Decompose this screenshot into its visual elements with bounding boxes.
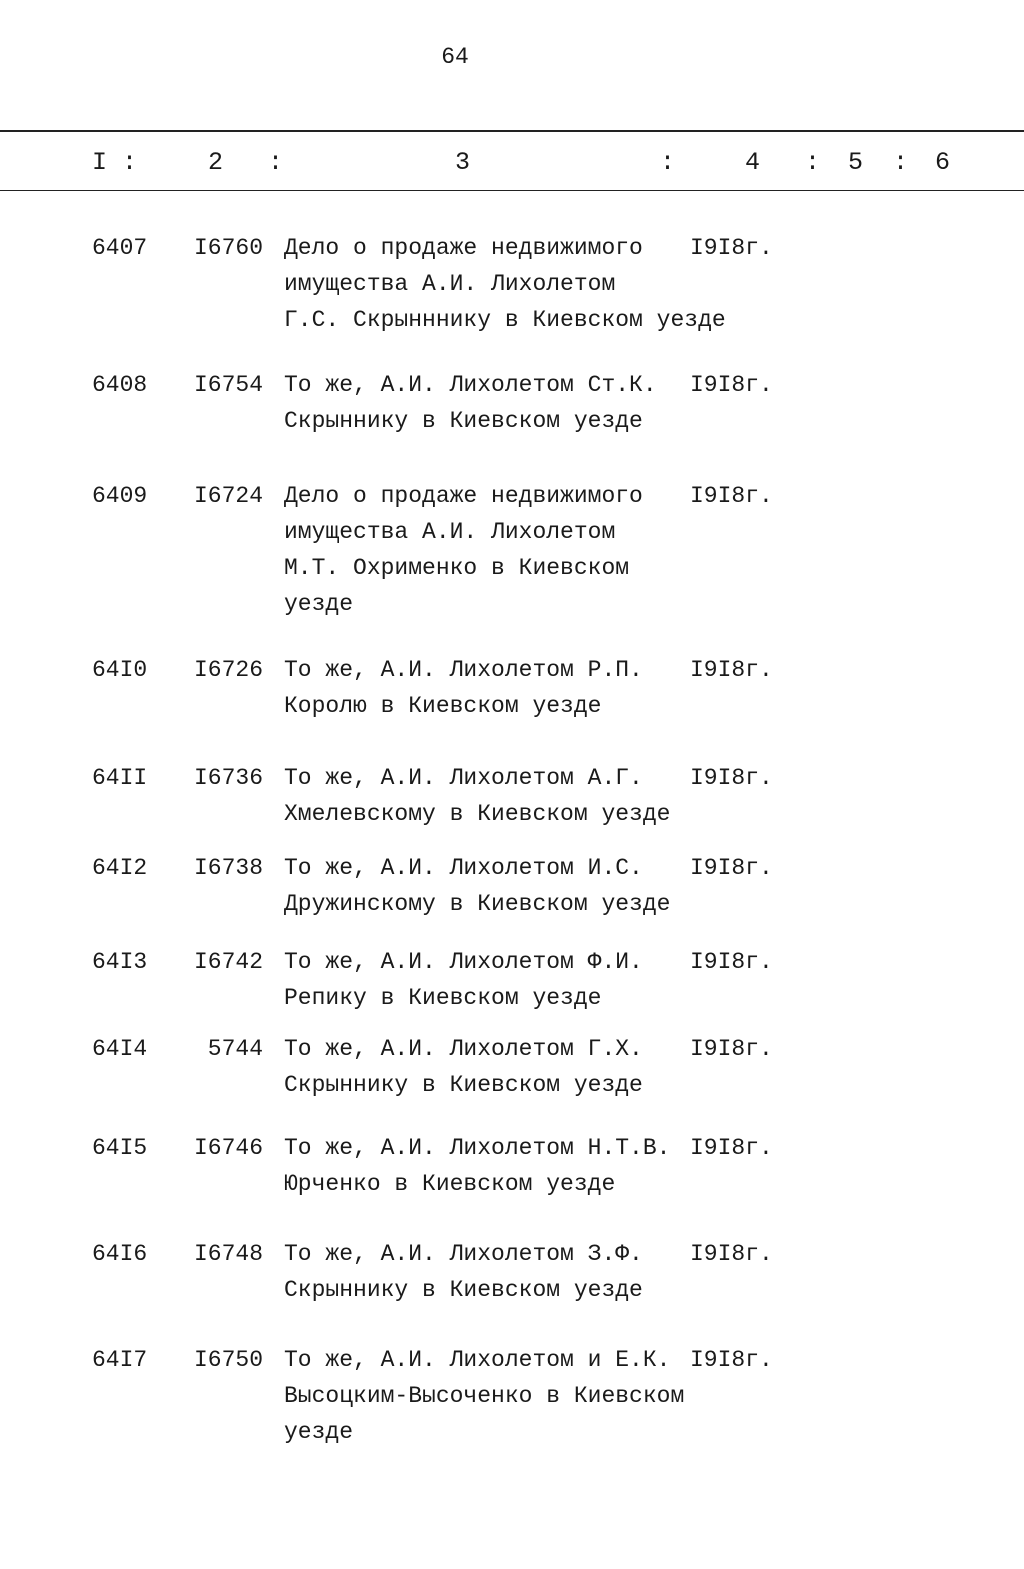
archive-code: I6726 [193,657,263,683]
description-line: Юрченко в Киевском уезде [284,1171,616,1197]
page-number: 64 [441,44,469,70]
description-line: Г.С. Скрынннику в Киевском уезде [284,307,726,333]
item-year: I9I8г. [690,657,773,683]
description-line: имущества А.И. Лихолетом [284,271,616,297]
col-header-4-sep: : [805,148,821,177]
item-number: 64I4 [92,1036,148,1062]
col-header-1: I [92,148,108,177]
header-rule-top [0,130,1024,132]
item-number: 6409 [92,483,148,509]
archive-code: I6754 [193,372,263,398]
item-year: I9I8г. [690,1241,773,1267]
description-line: Дело о продаже недвижимого [284,483,643,509]
description-line: Репику в Киевском уезде [284,985,602,1011]
col-header-4: 4 [745,148,761,177]
description-line: имущества А.И. Лихолетом [284,519,616,545]
item-number: 64I5 [92,1135,148,1161]
item-year: I9I8г. [690,855,773,881]
archive-code: I6750 [193,1347,263,1373]
item-year: I9I8г. [690,1036,773,1062]
description-line: Королю в Киевском уезде [284,693,602,719]
item-year: I9I8г. [690,483,773,509]
item-description [284,652,684,724]
description-line: Хмелевскому в Киевском уезде [284,801,671,827]
item-description [284,478,684,622]
item-year: I9I8г. [690,1135,773,1161]
description-line: То же, А.И. Лихолетом А.Г. [284,765,643,791]
archive-code: I6738 [193,855,263,881]
col-header-6: 6 [935,148,951,177]
item-year: I9I8г. [690,1347,773,1373]
archive-code: I6746 [193,1135,263,1161]
col-header-5-sep: : [893,148,909,177]
col-header-3: 3 [455,148,471,177]
item-year: I9I8г. [690,765,773,791]
item-number: 64I7 [92,1347,148,1373]
description-line: Высоцким-Высоченко в Киевском [284,1383,685,1409]
item-year: I9I8г. [690,372,773,398]
description-line: Скрыннику в Киевском уезде [284,1277,643,1303]
item-number: 6408 [92,372,148,398]
description-line: М.Т. Охрименко в Киевском [284,555,630,581]
item-description [284,944,684,1016]
description-line: То же, А.И. Лихолетом Н.Т.В. [284,1135,671,1161]
col-header-2: 2 [208,148,224,177]
description-line: уезде [284,591,354,617]
description-line: То же, А.И. Лихолетом И.С. [284,855,643,881]
description-line: То же, А.И. Лихолетом Р.П. [284,657,643,683]
description-line: То же, А.И. Лихолетом Г.Х. [284,1036,643,1062]
description-line: То же, А.И. Лихолетом и Е.К. [284,1347,671,1373]
col-header-3-sep: : [660,148,676,177]
archive-code: 5744 [207,1036,263,1062]
item-description [284,230,726,338]
archive-code: I6742 [193,949,263,975]
archive-code: I6724 [193,483,263,509]
archive-code: I6748 [193,1241,263,1267]
item-description [284,1342,684,1450]
description-line: То же, А.И. Лихолетом Ф.И. [284,949,643,975]
item-year: I9I8г. [690,949,773,975]
item-description [284,367,684,439]
col-header-2-sep: : [268,148,284,177]
col-header-1-sep: : [122,148,138,177]
item-number: 6407 [92,235,148,261]
item-number: 64I0 [92,657,148,683]
item-year: I9I8г. [690,235,773,261]
description-line: уезде [284,1419,354,1445]
item-number: 64I3 [92,949,148,975]
description-line: То же, А.И. Лихолетом Ст.К. [284,372,657,398]
item-description [284,850,684,922]
item-number: 64I2 [92,855,148,881]
item-description [284,1130,684,1202]
description-line: Скрыннику в Киевском уезде [284,1072,643,1098]
description-line: Дружинскому в Киевском уезде [284,891,671,917]
item-description [284,1031,684,1103]
item-number: 64I6 [92,1241,148,1267]
item-number: 64II [92,765,148,791]
archive-code: I6736 [193,765,263,791]
item-description [284,1236,684,1308]
description-line: Скрыннику в Киевском уезде [284,408,643,434]
item-description [284,760,684,832]
archive-code: I6760 [193,235,263,261]
col-header-5: 5 [848,148,864,177]
description-line: Дело о продаже недвижимого [284,235,643,261]
description-line: То же, А.И. Лихолетом З.Ф. [284,1241,643,1267]
header-rule-bottom [0,190,1024,191]
